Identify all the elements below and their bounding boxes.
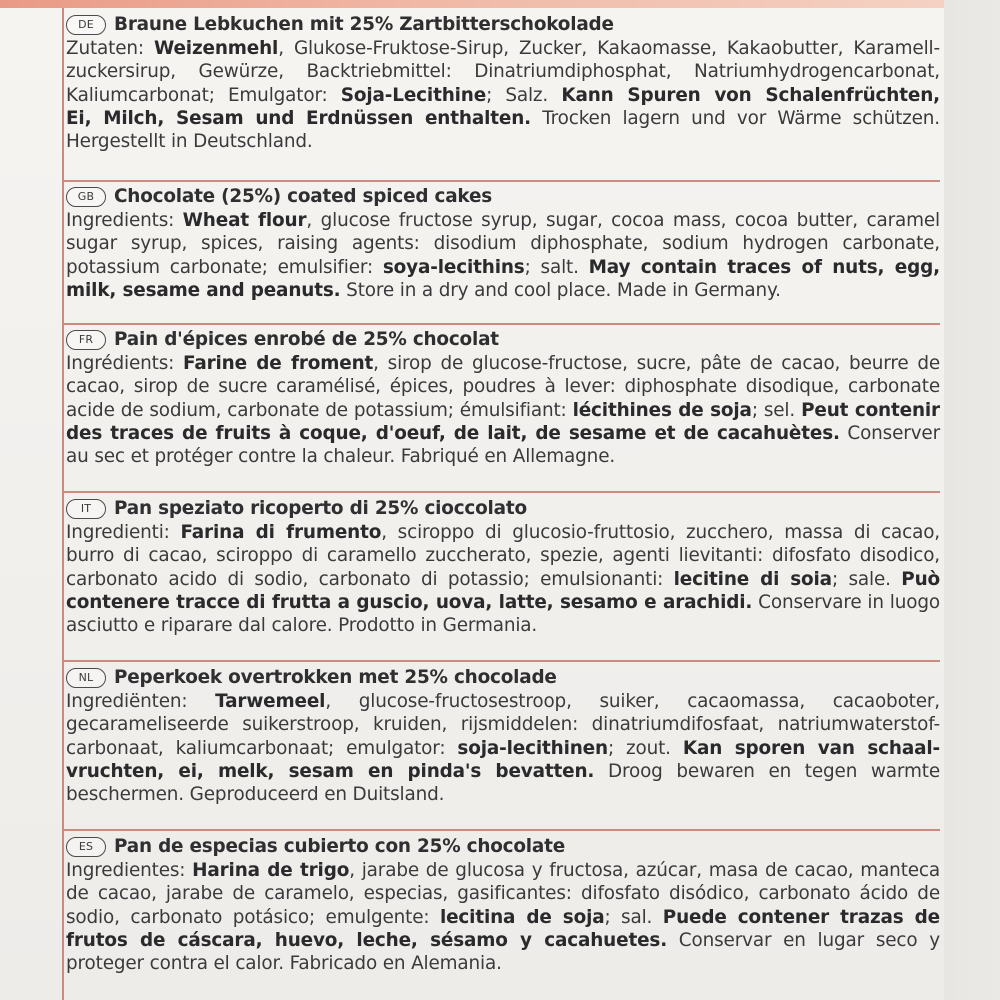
body-text: ; sal. [604,906,663,928]
section-header [66,13,940,36]
product-title: Pan de especias cubierto con 25% chocolate [114,836,565,857]
body-text: Store in a dry and cool place. Made in Germany. [340,279,781,301]
bold-text: Peut contenir [801,399,940,421]
body-text: potassium carbonate; emulsifier: [66,256,383,278]
text-line [66,60,940,83]
body-text: gecarameliseerde suikerstroop, kruiden, rijsmiddelen: dinatriumdifosfaat, natriumwaterstof- [66,714,940,736]
bold-text: Tarwemeel [215,691,326,713]
text-line [66,544,940,567]
top-color-band [0,0,1000,8]
body-text: zuckersirup, Gewürze, Backtriebmittel: Dinatriumdiphosphat, Natriumhydrogencarbonat, [66,61,940,83]
body-text: carbonaat, kaliumcarbonaat; emulgator: [66,737,458,759]
text-line [66,209,940,232]
language-badge: GB [66,187,106,207]
body-text: , Glukose-Fruktose-Sirup, Zucker, Kakaomasse, Kakaobutter, Karamell- [278,38,941,60]
text-line [66,882,940,905]
body-text: Ingredienti: [66,522,181,544]
body-text: ; Salz. [486,84,562,106]
text-line [66,713,940,736]
bold-text: Kann Spuren von Schalenfrüchten, [561,84,940,106]
bold-text: Soja-Lecithine [340,84,487,106]
body-text: Conservar en lugar seco y [667,929,940,951]
text-line [66,760,940,783]
bold-text: Kan sporen van schaal- [682,737,941,759]
body-text: acide de sodium, carbonate de potassium; émulsifiant: [66,399,573,421]
bold-text: Può [901,568,941,590]
body-text: sugar syrup, spices, raising agents: disodium diphosphate, sodium hydrogen carbonate, [66,233,940,255]
right-margin-strip [944,0,1000,1000]
product-title: Pan speziato ricoperto di 25% cioccolato [114,498,527,519]
bold-text: contenere tracce di frutta a guscio, uova, latte, sesamo e arachidi. [66,591,753,613]
body-text: ; salt. [524,256,589,278]
bold-text: soya-lecithins [382,256,525,278]
text-line [66,256,940,279]
body-text: Zutaten: [66,38,154,60]
bold-text: Wheat flour [182,210,307,232]
bold-text: Farine de froment [182,353,374,375]
bold-text: soja-lecithinen [457,737,608,759]
text-line [66,84,940,107]
section-gb [66,185,940,302]
body-text: Droog bewaren en tegen warmte [594,760,941,782]
language-badge: DE [66,15,106,35]
body-text: Hergestellt in Deutschland. [66,131,313,153]
body-text: ; zout. [607,737,683,759]
section-de [66,13,940,153]
bold-text: vruchten, ei, melk, sesam en pinda's bevatten. [66,760,595,782]
section-divider [62,829,940,831]
text-line [66,375,940,398]
body-text: sodio, carbonato potásico; emulgente: [66,906,440,928]
body-text: , glucose-fructosestroop, suiker, cacaomassa, cacaoboter, [325,691,940,713]
section-es [66,835,940,975]
body-text: , sirop de glucose-fructose, sucre, pâte de cacao, beurre de [373,353,941,375]
section-header [66,185,940,208]
bold-text: lécithines de soja [572,399,752,421]
language-badge: ES [66,837,106,857]
section-header [66,497,940,520]
text-line [66,445,940,468]
body-text: Conservare in luogo [752,591,940,613]
section-header [66,328,940,351]
bold-text: lecitina de soja [439,906,605,928]
product-title: Braune Lebkuchen mit 25% Zartbitterschokolade [114,14,614,35]
section-it [66,497,940,637]
product-title: Pain d'épices enrobé de 25% chocolat [114,329,499,350]
body-text: Ingredients: [66,210,183,232]
text-line [66,352,940,375]
section-divider [62,660,940,662]
section-header [66,835,940,858]
text-line [66,591,940,614]
text-line [66,399,940,422]
section-divider [62,180,940,182]
text-line [66,783,940,806]
bold-text: milk, sesame and peanuts. [66,279,341,301]
body-text: beschermen. Geproduceerd en Duitsland. [66,784,445,806]
section-divider [62,491,940,493]
body-text: , jarabe de glucosa y fructosa, azúcar, masa de cacao, manteca [349,860,940,882]
text-line [66,614,940,637]
body-text: Trocken lagern und vor Wärme schützen. [530,107,941,129]
text-line [66,690,940,713]
body-text: , glucose fructose syrup, sugar, cocoa mass, cocoa butter, caramel [306,210,940,232]
bold-text: Puede contener trazas de [662,906,940,928]
body-text: ; sale. [831,568,902,590]
section-nl [66,666,940,806]
product-title: Chocolate (25%) coated spiced cakes [114,186,492,207]
bold-text: Ei, Milch, Sesam und Erdnüssen enthalten. [66,107,531,129]
body-text: Conserver [839,422,940,444]
bold-text: lecitine di soia [673,568,832,590]
text-line [66,737,940,760]
section-header [66,666,940,689]
bold-text: Harina de trigo [192,860,350,882]
language-badge: NL [66,668,106,688]
text-line [66,906,940,929]
text-line [66,107,940,130]
body-text: proteger contra el calor. Fabricado en Alemania. [66,953,502,975]
text-line [66,568,940,591]
text-line [66,37,940,60]
language-badge: FR [66,330,106,350]
body-text: Kaliumcarbonat; Emulgator: [66,84,341,106]
section-divider [62,323,940,325]
body-text: asciutto e riparare dal calore. Prodotto in Germania. [66,615,538,637]
section-fr [66,328,940,468]
body-text: ; sel. [751,399,802,421]
body-text: burro di cacao, sciroppo di caramello zuccherato, spezie, agenti lievitanti: difosfato disodico, [66,545,940,567]
text-line [66,279,940,302]
body-text: au sec et protéger contre la chaleur. Fabriqué en Allemagne. [66,446,616,468]
text-line [66,130,940,153]
bold-text: des traces de fruits à coque, d'oeuf, de lait, de sesame et de cacahuètes. [66,422,840,444]
text-line [66,859,940,882]
text-line [66,232,940,255]
body-text: Ingredientes: [66,860,193,882]
body-text: carbonato acido di sodio, carbonato di potassio; emulsionanti: [66,568,674,590]
body-text: Ingrédients: [66,353,183,375]
body-text: , sciroppo di glucosio-fruttosio, zucchero, massa di cacao, [381,522,941,544]
text-line [66,521,940,544]
text-line [66,952,940,975]
text-line [66,929,940,952]
text-line [66,422,940,445]
left-divider-line [62,8,64,1000]
bold-text: Weizenmehl [153,38,279,60]
body-text: Ingrediënten: [66,691,216,713]
bold-text: May contain traces of nuts, egg, [588,256,940,278]
product-title: Peperkoek overtrokken met 25% chocolade [114,667,557,688]
body-text: de cacao, jarabe de caramelo, especias, gasificantes: difosfato disódico, carbonato ácido de [66,883,940,905]
language-badge: IT [66,499,106,519]
bold-text: frutos de cáscara, huevo, leche, sésamo y cacahuetes. [66,929,668,951]
body-text: cacao, sirop de sucre caramélisé, épices, poudres à lever: diphosphate disodique, carbonate [66,376,940,398]
bold-text: Farina di frumento [180,522,382,544]
